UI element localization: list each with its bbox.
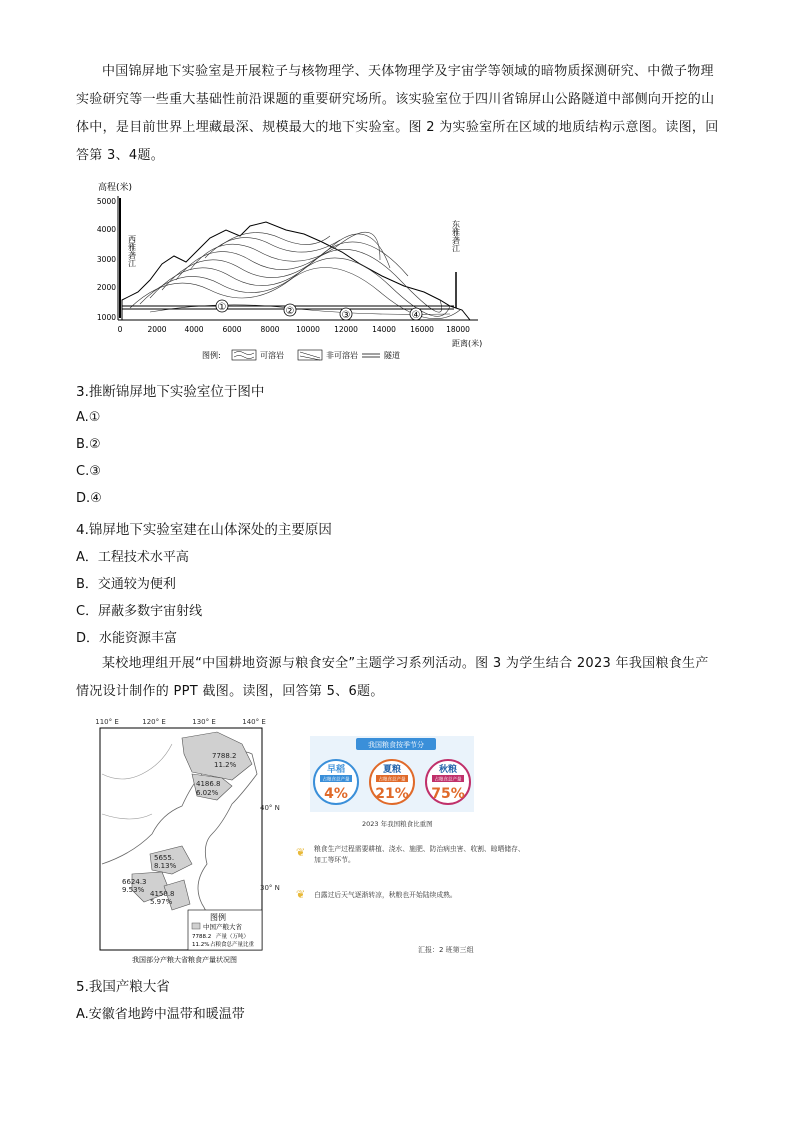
question-5-option-a[interactable]: A.安徽省地跨中温带和暖温带 — [76, 1007, 245, 1022]
legend-title: 图例: — [202, 351, 221, 360]
legend-tunnel: 隧道 — [384, 351, 400, 360]
season-sub: 占粮食总产量 — [434, 777, 462, 783]
passage-1: 中国锦屏地下实验室是开展粒子与核物理学、天体物理学及宇宙学等领域的暗物质探测研究、中微子物理实验研究等一些重大基础性前沿课题的重要研究场所。该实验室位于四川省锦屏山公路隧道中部侧向开挖的山体中，是目前世界上埋藏最深、规模最大的地下实验室。图 2 为实验室所在区域的地质结构示意图。读图，回答第 3、4题。 — [76, 64, 719, 163]
legend-insoluble: 非可溶岩 — [326, 351, 358, 360]
lon-label: 140° E — [242, 718, 266, 726]
season-qiuliang — [426, 760, 470, 804]
province-share: 8.13% — [154, 862, 177, 870]
question-4-stem: 4.锦屏地下实验室建在山体深处的主要原因 — [76, 522, 332, 538]
lon-label: 110° E — [95, 718, 119, 726]
question-3-option-b[interactable]: B.② — [76, 437, 101, 452]
map-legend-share-label: 占粮食总产量比重 — [210, 942, 255, 948]
x-tick: 14000 — [372, 325, 396, 334]
y-tick: 4000 — [96, 225, 116, 234]
season-sub: 占粮食总产量 — [322, 777, 350, 783]
marker-1: ① — [217, 302, 227, 313]
ppt-banner: 我国粮食按季节分 — [368, 741, 424, 749]
x-axis-label: 距离(米) — [452, 339, 483, 348]
x-ticks — [118, 325, 471, 334]
marker-4: ④ — [411, 310, 421, 321]
ppt-note-1: 粮食生产过程需要耕植、浇水、施肥、防治病虫害、收割、晾晒储存、加工等环节。 — [314, 845, 525, 864]
x-tick: 18000 — [446, 325, 470, 334]
y-tick: 3000 — [96, 255, 116, 264]
wheat-icon: ❦ — [296, 888, 306, 901]
lon-label: 130° E — [192, 718, 216, 726]
season-name: 秋粮 — [438, 765, 458, 775]
question-3-option-a[interactable]: A.① — [76, 410, 101, 425]
passage-2: 某校地理组开展“中国耕地资源与粮食安全”主题学习系列活动。图 3 为学生结合 2023 年我国粮食生产情况设计制作的 PPT 截图。读图，回答第 5、6题。 — [76, 656, 709, 699]
marker-2: ② — [285, 306, 295, 317]
season-pct: 75% — [431, 786, 465, 802]
season-name: 早稻 — [326, 765, 346, 775]
chart-caption: 2023 年我国粮食比重图 — [362, 820, 433, 828]
province-share: 6.02% — [196, 789, 219, 797]
river-west-label: 西雅砻江 — [127, 235, 137, 267]
province-yield: 5655. — [154, 854, 175, 862]
province-share: 11.2% — [214, 761, 237, 769]
x-tick: 12000 — [334, 325, 358, 334]
y-tick: 1000 — [96, 313, 116, 322]
province-share: 5.97% — [150, 898, 173, 906]
map-legend-item: 中国产粮大省 — [203, 923, 242, 931]
map-legend-title: 图例 — [210, 913, 226, 922]
question-3-stem: 3.推断锦屏地下实验室位于图中 — [76, 384, 265, 400]
ppt-slide — [296, 730, 526, 958]
x-tick: 6000 — [222, 325, 242, 334]
province-yield: 4186.8 — [196, 780, 221, 788]
y-ticks — [97, 197, 116, 322]
question-3-option-d[interactable]: D.④ — [76, 491, 102, 506]
map-legend-sample-share: 11.2% — [192, 942, 210, 948]
ppt-footer: 汇报：2 班第三组 — [418, 946, 474, 954]
question-4-option-a[interactable]: A．工程技术水平高 — [76, 550, 189, 565]
x-tick: 10000 — [296, 325, 320, 334]
map-legend-sample-yield: 7788.2 — [192, 934, 212, 940]
season-zaodao — [314, 760, 358, 804]
lat-label: 30° N — [260, 884, 280, 892]
y-tick: 2000 — [96, 283, 116, 292]
lon-label: 120° E — [142, 718, 166, 726]
river-east-label: 东雅砻江 — [451, 220, 461, 252]
province-yield: 4150.8 — [150, 890, 175, 898]
season-name: 夏粮 — [382, 765, 402, 775]
ppt-note-2: 白露过后天气逐渐转凉，秋粮也开始陆续成熟。 — [314, 891, 457, 899]
province-yield: 7788.2 — [212, 752, 237, 760]
geological-section-figure — [90, 180, 490, 365]
grain-province-map — [92, 714, 282, 964]
legend-soluble: 可溶岩 — [260, 351, 284, 360]
season-pct: 4% — [324, 786, 348, 802]
x-tick: 16000 — [410, 325, 434, 334]
mountain-profile — [122, 222, 470, 320]
x-tick: 8000 — [260, 325, 280, 334]
province-yield: 6624.3 — [122, 878, 147, 886]
season-pct: 21% — [375, 786, 409, 802]
question-5-stem: 5.我国产粮大省 — [76, 979, 170, 995]
marker-3: ③ — [341, 310, 351, 321]
x-tick: 4000 — [184, 325, 204, 334]
province-share: 9.53% — [122, 886, 145, 894]
figure-2-legend — [202, 350, 400, 360]
map-caption: 我国部分产粮大省粮食产量状况图 — [132, 956, 237, 964]
season-sub: 占粮食总产量 — [378, 777, 406, 783]
x-tick: 2000 — [147, 325, 167, 334]
y-tick: 5000 — [96, 197, 116, 206]
x-tick: 0 — [117, 325, 123, 334]
question-4-option-b[interactable]: B．交通较为便利 — [76, 577, 176, 592]
question-3-option-c[interactable]: C.③ — [76, 464, 101, 479]
wheat-icon: ❦ — [296, 846, 306, 859]
season-xialiang — [370, 760, 414, 804]
question-4-option-d[interactable]: D．水能资源丰富 — [76, 631, 178, 646]
map-legend-yield-label: 产量（万吨） — [216, 934, 250, 940]
question-4-option-c[interactable]: C．屏蔽多数宇宙射线 — [76, 604, 203, 619]
y-axis-label: 高程(米) — [98, 183, 133, 193]
lat-label: 40° N — [260, 804, 280, 812]
